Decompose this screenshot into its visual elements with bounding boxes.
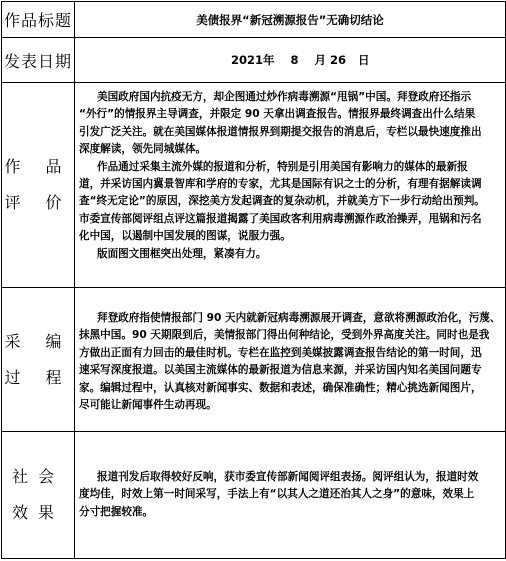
review-line: 市委宣传部阅评组点评这篇报道揭露了美国政客利用病毒溯源作政治操弄，甩锅和污名 xyxy=(79,212,482,225)
date-row xyxy=(2,38,506,83)
title-label: 作品标题 xyxy=(2,2,75,38)
effect-line: 度均佳，时效上第一时间采写，手法上有“以其人之道还治其人之身”的意味，效果上 xyxy=(79,488,475,501)
process-label-line: 过 程 xyxy=(4,367,72,387)
review-text xyxy=(75,83,506,288)
date-value: 2021年 8 月 26 日 xyxy=(75,38,506,83)
process-line: 抹黑中国。90 天期限到后，美情报部门得出何种结论，受到外界高度关注。同时也是我 xyxy=(79,329,490,342)
review-line: 查“终无定论”的原因，深挖美方发起调查的复杂动机，并就美方下一步行动给出预判。 xyxy=(79,195,485,208)
review-line: 引发广泛关注。就在美国媒体报道情报界到期提交报告的消息后，专栏以最快速度推出 xyxy=(79,125,482,138)
review-line: 道，并采访国内冀景智库和学府的专家，尤其是国际有识之士的分析，有理有据解读调 xyxy=(79,177,482,190)
date-label: 发表日期 xyxy=(2,38,75,83)
process-line: 尽可能让新闻事件生动再现。 xyxy=(79,398,217,411)
review-line: 化中国，以遏制中国发展的图谋，说服力强。 xyxy=(79,230,291,243)
effect-line: 分寸把握较准。 xyxy=(79,505,154,518)
process-line: 拜登政府指使情报部门 90 天内就新冠病毒溯源展开调查，意欲将溯源政治化，污蔑、 xyxy=(97,312,501,324)
review-label-line: 作 品 xyxy=(4,157,72,176)
review-line: 美国政府国内抗疫无方，却企图通过炒作病毒溯源“甩锅”中国。拜登政府还指示 xyxy=(97,91,472,103)
effect-row xyxy=(2,432,506,559)
title-value: 美债报界“新冠溯源报告”无确切结论 xyxy=(75,2,506,38)
process-label-line: 采 编 xyxy=(4,331,72,351)
review-label-line: 评 价 xyxy=(4,193,72,212)
review-row xyxy=(2,83,506,288)
review-line: 版面图文围框突出处理，紧凑有力。 xyxy=(97,247,267,260)
title-row xyxy=(2,2,506,38)
review-line: 深度解读，领先同城媒体。 xyxy=(79,143,207,156)
process-line: 家。编辑过程中，认真核对新闻事实、数据和表述，确保准确性；精心挑选新闻图片， xyxy=(79,381,482,394)
effect-label-line: 效果 xyxy=(11,503,64,522)
process-row xyxy=(2,288,506,432)
effect-line: 报道刊发后取得较好反响，获市委宣传部新闻阅评组表扬。阅评组认为，报道时效 xyxy=(97,470,479,483)
review-line: “外行”的情报界主导调查，并限定 90 天拿出调查报告。情报界最终调查出什么结果 xyxy=(79,108,476,121)
review-label xyxy=(2,83,75,288)
process-text xyxy=(75,288,506,432)
effect-label-line: 社会 xyxy=(11,467,64,486)
process-line: 方做出正面有力回击的最佳时机。专栏在监控到美媒披露调查报告结论的第一时间，迅 xyxy=(79,346,482,359)
effect-text xyxy=(75,432,506,559)
process-label xyxy=(2,288,75,432)
review-line: 作品通过采集主流外媒的报道和分析，特别是引用美国有影响力的媒体的最新报 xyxy=(97,160,468,173)
process-line: 速采写深度报道。以美国主流媒体的最新报道为信息来源，并采访国内知名美国问题专 xyxy=(79,364,482,377)
effect-label xyxy=(2,432,75,559)
form-table xyxy=(1,1,506,559)
